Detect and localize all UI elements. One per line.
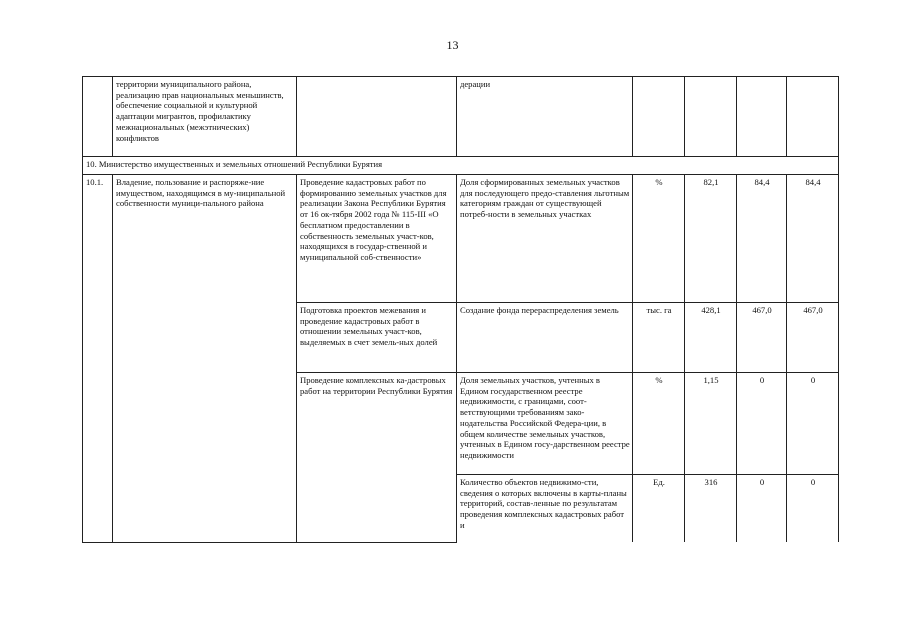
value-cell: 316: [685, 475, 737, 543]
value-cell: 467,0: [787, 303, 839, 373]
indicator-cell: Количество объектов недвижимо-сти, сведения о которых включены в карты-планы территорий, состав-ленные по результатам проведения комплексных кадастровых работ и: [457, 475, 633, 543]
indicator-cell: Доля сформированных земельных участков для последующего предо-ставления льготным категориям граждан от существующей потреб-ности в земельных участках: [457, 175, 633, 303]
value-cell: 1,15: [685, 373, 737, 475]
value-cell: [787, 77, 839, 157]
value-cell: 82,1: [685, 175, 737, 303]
value-cell: 467,0: [737, 303, 787, 373]
unit-cell: Ед.: [633, 475, 685, 543]
section-title: 10. Министерство имущественных и земельных отношений Республики Бурятия: [83, 157, 839, 175]
indicator-cell: Создание фонда перераспределения земель: [457, 303, 633, 373]
value-cell: [737, 77, 787, 157]
page-number: 13: [446, 38, 459, 52]
action-cell: Проведение комплексных ка-дастровых работ на территории Республики Бурятия: [297, 373, 457, 543]
item-number-cell: [83, 77, 113, 157]
value-cell: 84,4: [787, 175, 839, 303]
action-cell: Подготовка проектов межевания и проведение кадастровых работ в отношении земельных участ-ков, выделяемых в счет земель-ных долей: [297, 303, 457, 373]
value-cell: 84,4: [737, 175, 787, 303]
program-table: [82, 76, 839, 543]
value-cell: 0: [787, 475, 839, 543]
indicator-cell: Доля земельных участков, учтенных в Едином государственном реестре недвижимости, с границами, соот-ветствующими требованиям зако-нодательства Российской Федера-ции, в общем количестве земельных участков, учтенных в Едином госу-дарственном реестре недвижимости: [457, 373, 633, 475]
value-cell: 0: [737, 475, 787, 543]
action-cell: [297, 77, 457, 157]
value-cell: 0: [787, 373, 839, 475]
value-cell: 0: [737, 373, 787, 475]
value-cell: 428,1: [685, 303, 737, 373]
unit-cell: [633, 77, 685, 157]
section-row: [83, 157, 839, 175]
item-name-cell: территории муниципального района, реализацию прав национальных меньшинств, обеспечение социальной и культурной адаптации мигрантов, профилактику межнациональных (межэтнических) конфликтов: [113, 77, 297, 157]
unit-cell: %: [633, 175, 685, 303]
table-row: [83, 77, 839, 157]
action-cell: Проведение кадастровых работ по формированию земельных участков для реализации Закона Республики Бурятия от 16 ок-тября 2002 года № 115-III «О бесплатном предоставлении в собственность земельных участ-ков, находящихся в государ-ственной и муниципальной соб-ственности»: [297, 175, 457, 303]
item-number-cell: 10.1.: [83, 175, 113, 543]
unit-cell: %: [633, 373, 685, 475]
table-row: [83, 175, 839, 303]
indicator-cell: дерации: [457, 77, 633, 157]
value-cell: [685, 77, 737, 157]
item-name-cell: Владение, пользование и распоряже-ние имуществом, находящимся в му-ниципальной собственности муници-пального района: [113, 175, 297, 543]
unit-cell: тыс. га: [633, 303, 685, 373]
